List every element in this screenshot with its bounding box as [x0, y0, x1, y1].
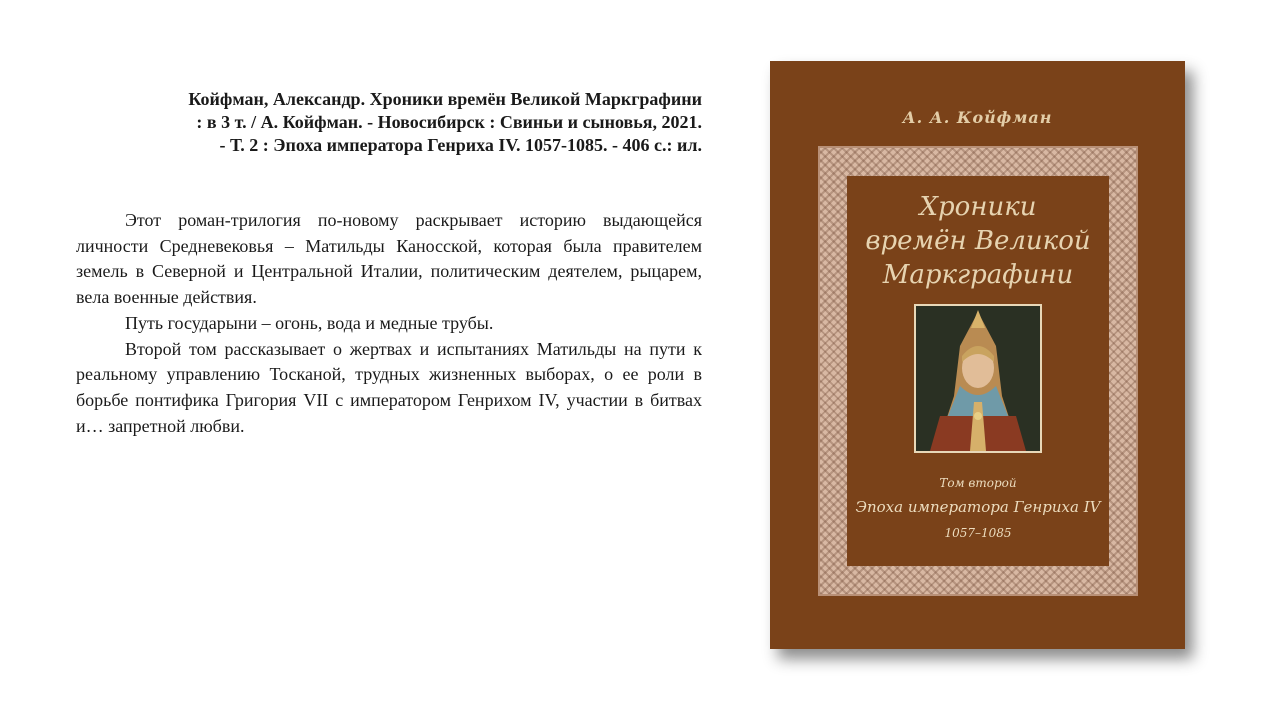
- cover-title-line-1: Хроники: [919, 192, 1037, 222]
- cover-volume: Том второй: [939, 476, 1017, 490]
- annotation-paragraph-2: Путь государыни – огонь, вода и медные трубы.: [125, 312, 494, 333]
- cover-inner-panel: [847, 176, 1109, 566]
- citation-line-3: - Т. 2 : Эпоха императора Генриха IV. 1057-1085. - 406 с.: ил.: [219, 135, 702, 155]
- cover-ornamental-frame: [818, 146, 1138, 596]
- cover-title-line-2: времён Великой: [865, 226, 1091, 256]
- cover-portrait: [914, 304, 1042, 453]
- cover-years: 1057–1085: [944, 526, 1012, 540]
- cover-author: А. А. Койфман: [902, 108, 1053, 127]
- book-cover-image: [770, 61, 1185, 649]
- book-annotation: [76, 208, 702, 439]
- annotation-paragraph-3: Второй том рассказывает о жертвах и испытаниях Матильды на пути к реальному управлению Тосканой, трудных жизненных выборах, о ее роли в борьбе понтифика Григория VII с императором Генрихом IV, участии в битвах и… запретной любви.: [76, 338, 702, 436]
- cover-title-line-3: Маркграфини: [882, 260, 1074, 290]
- cover-era: Эпоха императора Генриха IV: [855, 498, 1101, 516]
- bibliographic-citation: [76, 88, 702, 157]
- portrait-illustration: [916, 306, 1040, 451]
- citation-line-1: Койфман, Александр. Хроники времён Великой Маркграфини: [188, 89, 702, 109]
- cover-title: [847, 190, 1109, 292]
- citation-line-2: : в 3 т. / А. Койфман. - Новосибирск : Свиньи и сыновья, 2021.: [196, 112, 702, 132]
- annotation-paragraph-1: Этот роман-трилогия по-новому раскрывает историю выдающейся личности Средневековья – Матильды Каносской, которая была правителем земель в Северной и Центральной Италии, политическим деятелем, рыцарем, вела военные действия.: [76, 210, 702, 308]
